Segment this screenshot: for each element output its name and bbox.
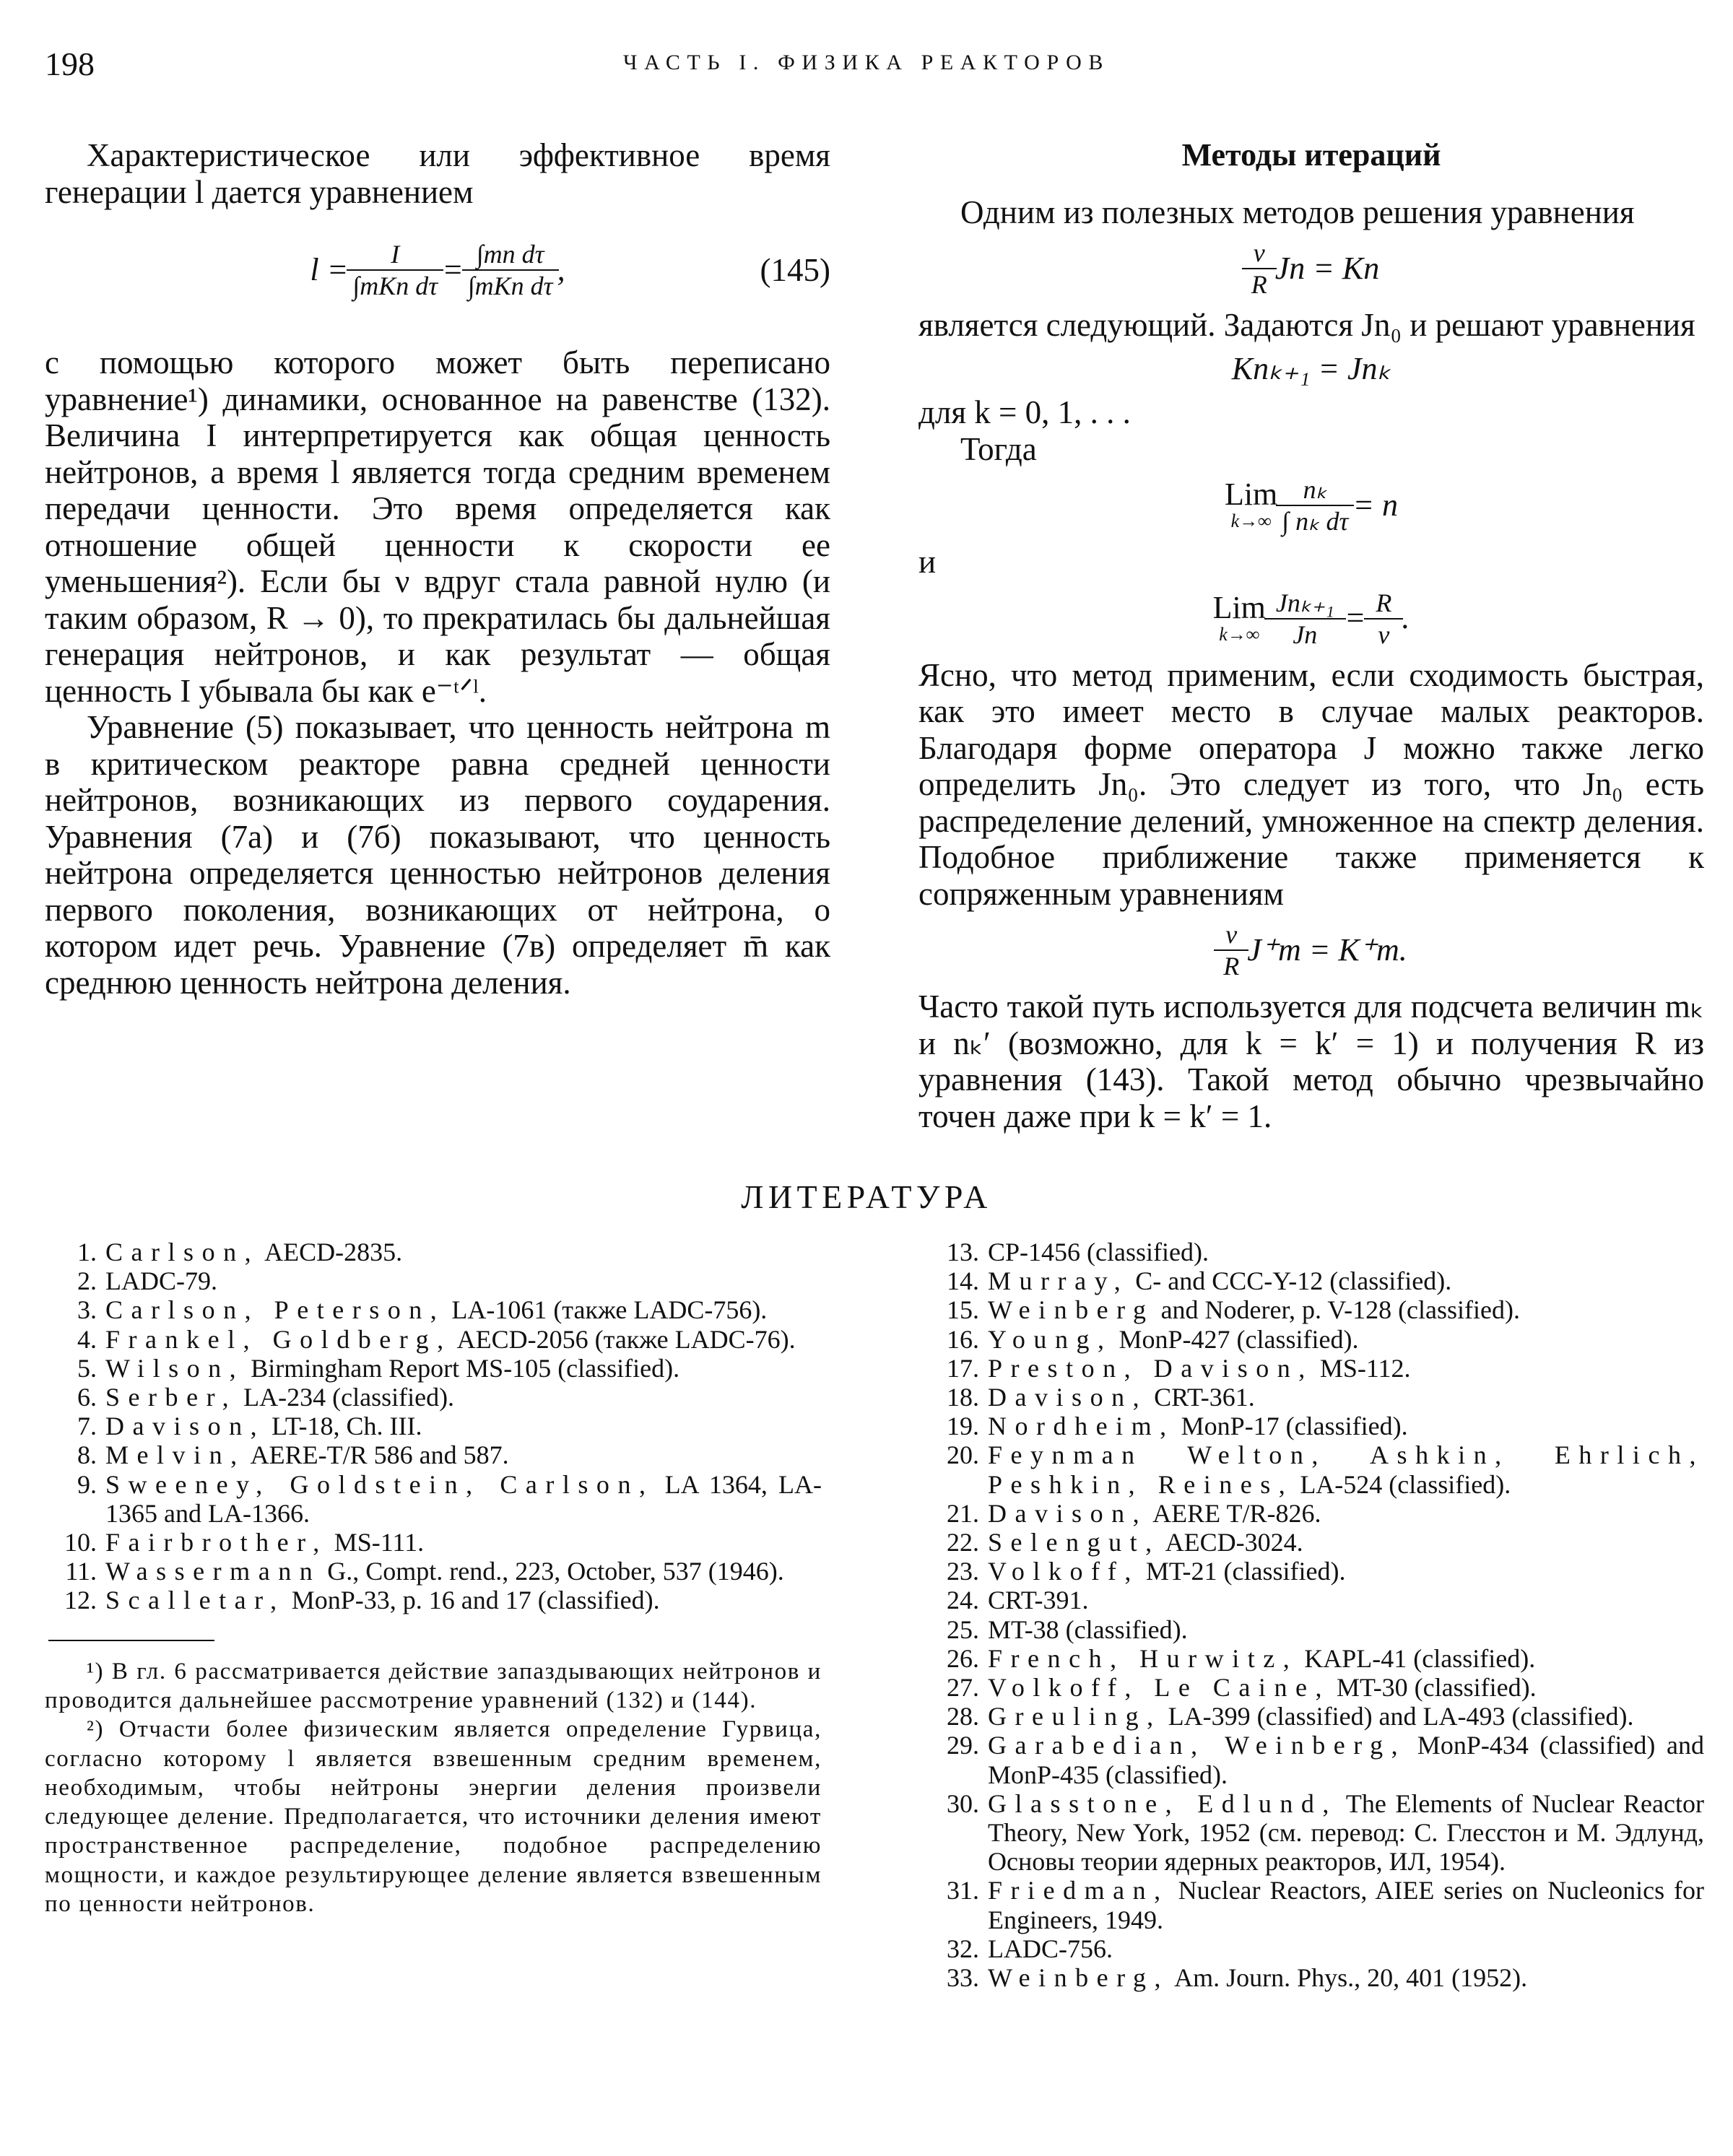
reference-author: Frankel, Goldberg, xyxy=(105,1324,452,1354)
reference-text xyxy=(988,1412,1704,1440)
reference-text xyxy=(105,1412,822,1440)
reference-item xyxy=(917,1266,1704,1295)
reference-text xyxy=(105,1383,822,1412)
reference-number: 28. xyxy=(947,1702,979,1731)
denominator: ∫ nₖ dτ xyxy=(1282,507,1349,536)
numerator: ν xyxy=(1214,919,1248,951)
reference-text xyxy=(105,1470,822,1528)
numerator: R xyxy=(1364,588,1403,620)
reference-number: 19. xyxy=(947,1412,979,1441)
paragraph-text: Часто такой путь используется для подсчета величин mₖ и nₖ′ (возможно, для k = k′ = 1) и получения R из уравнения (143). Такой метод обычно чрезвычайно точен даже при k = k′ = 1. xyxy=(918,988,1704,1134)
lim-label: Lim xyxy=(1212,589,1266,625)
reference-author: Nordheim, xyxy=(988,1412,1175,1441)
lim-sub: k→∞ xyxy=(1230,510,1272,531)
reference-item xyxy=(917,1295,1704,1324)
limit xyxy=(1212,589,1266,646)
reference-author: Friedman, xyxy=(988,1876,1169,1905)
reference-text xyxy=(988,1440,1704,1498)
reference-number: 15. xyxy=(947,1295,979,1325)
reference-author: Volkoff, xyxy=(988,1557,1139,1586)
reference-number: 21. xyxy=(947,1498,979,1528)
comma: , xyxy=(557,251,565,287)
reference-author: Weinberg xyxy=(988,1295,1155,1325)
reference-number: 10. xyxy=(64,1528,97,1557)
fraction xyxy=(1220,919,1243,981)
reference-number: 25. xyxy=(947,1614,979,1644)
reference-item xyxy=(35,1295,822,1324)
reference-item xyxy=(917,1673,1704,1702)
reference-source: AECD-2835. xyxy=(259,1238,403,1266)
reference-text xyxy=(988,1266,1704,1295)
equation-limit-1 xyxy=(918,474,1704,536)
reference-source: KAPL-41 (classified). xyxy=(1298,1643,1536,1673)
reference-source: MonP-17 (classified). xyxy=(1174,1412,1408,1441)
reference-number: 20. xyxy=(947,1440,979,1470)
page-number: 198 xyxy=(45,45,95,82)
reference-author: Sweeney, Goldstein, Carlson, xyxy=(105,1469,654,1499)
equals: = xyxy=(442,251,464,287)
reference-item xyxy=(917,1528,1704,1557)
reference-author: Garabedian, Weinberg, xyxy=(988,1731,1407,1760)
reference-number: 3. xyxy=(77,1295,97,1325)
reference-author: Wassermann xyxy=(105,1557,321,1586)
paragraph-text: Ясно, что метод применим, если сходимость быстрая, как это имеет место в случае малых реакторов. Благодаря форме оператора J можно также легко определить Jn₀. Это следует из того, что Jn₀ есть распределение делений, умноженное на спектр деления. Подобное приближение также применяется к сопряженным уравнениям xyxy=(918,656,1704,912)
reference-source: LA-399 (classified) and LA-493 (classified). xyxy=(1161,1702,1634,1731)
paragraph-text: Одним из полезных методов решения уравнения xyxy=(960,194,1635,230)
reference-number: 32. xyxy=(947,1934,979,1963)
denominator: R xyxy=(1251,270,1267,299)
reference-author: Murray, xyxy=(988,1266,1129,1296)
reference-text xyxy=(105,1325,822,1354)
reference-text xyxy=(988,1557,1704,1586)
reference-number: 4. xyxy=(77,1324,97,1354)
left-column xyxy=(45,137,830,1134)
paragraph-text: с помощью которого может быть переписано уравнение¹) динамики, основанное на равенстве (132). Величина I интерпретируется как общая ценность нейтронов, а время l является тогда средним временем передачи ценности. Это время определяется как отношение общей ценности к скорости ее уменьшения²). Если бы ν вдруг стала равной нулю (и таким образом, R → 0), то прекратилась бы дальнейшая генерация нейтронов, и как результат — общая ценность I убывала бы как e⁻ᵗᐟˡ. xyxy=(45,344,830,709)
references xyxy=(0,1238,1733,1992)
reference-number: 11. xyxy=(65,1557,97,1586)
reference-author: Feynman Welton, Ashkin, Ehrlich, Peshkin, Reines, xyxy=(988,1440,1704,1499)
paragraph-text: Уравнение (5) показывает, что ценность нейтрона m в критическом реакторе равна средней ценности нейтронов, возникающих из первого соударения. Уравнения (7а) и (7б) показывают, что ценность нейтрона определяется ценностью нейтронов деления первого поколения, возникающих от нейтрона, о котором идет речь. Уравнение (7в) определяет m̄ как среднюю ценность нейтрона деления. xyxy=(45,709,830,1001)
reference-author: French, Hurwitz, xyxy=(988,1643,1298,1673)
reference-text xyxy=(105,1295,822,1324)
reference-number: 12. xyxy=(64,1586,97,1615)
reference-item xyxy=(917,1354,1704,1383)
footnotes xyxy=(45,1657,822,1919)
equation-number: (145) xyxy=(760,251,830,288)
reference-number: 16. xyxy=(947,1324,979,1354)
reference-number: 2. xyxy=(77,1266,97,1296)
reference-source: C- and CCC-Y-12 (classified). xyxy=(1129,1266,1452,1296)
reference-number: 8. xyxy=(77,1440,97,1470)
reference-author: Glasstone, Edlund, xyxy=(988,1788,1337,1818)
fraction xyxy=(352,239,438,301)
footnote-2: ²) Отчасти более физическим является определение Гурвица, согласно которому l является взвешенным средним временем, необходимым, чтобы нейтроны энергии деления произвели следующее деление. Предполагается, что источники деления имеют пространственное распределение, подобное распределению мощности, и каждое результирующее деление является взвешенным по ценности нейтронов. xyxy=(45,1716,822,1918)
reference-number: 5. xyxy=(77,1353,97,1383)
reference-text xyxy=(988,1702,1704,1731)
reference-text xyxy=(988,1963,1704,1992)
reference-number: 26. xyxy=(947,1643,979,1673)
reference-text xyxy=(988,1731,1704,1788)
paragraph-text: Тогда xyxy=(960,430,1037,467)
reference-number: 22. xyxy=(947,1528,979,1557)
reference-number: 13. xyxy=(947,1238,979,1266)
denominator: ∫mKn dτ xyxy=(467,271,553,300)
reference-text xyxy=(988,1673,1704,1702)
page-header xyxy=(0,0,1733,108)
equation-limit-2 xyxy=(918,588,1704,650)
limit xyxy=(1225,479,1277,532)
reference-source: MT-21 (classified). xyxy=(1139,1557,1346,1586)
reference-text xyxy=(105,1440,822,1469)
reference-item xyxy=(917,1644,1704,1673)
reference-number: 1. xyxy=(77,1238,97,1266)
reference-number: 7. xyxy=(77,1412,97,1441)
reference-author: Fairbrother, xyxy=(105,1528,328,1557)
footnote-1: ¹) В гл. 6 рассматривается действие запаздывающих нейтронов и проводится дальнейшее рассмотрение уравнений (132) и (144). xyxy=(45,1658,822,1713)
reference-author: Greuling, xyxy=(988,1702,1162,1731)
reference-source: MonP-33, p. 16 and 17 (classified). xyxy=(285,1586,660,1615)
reference-author: Preston, Davison, xyxy=(988,1353,1313,1383)
reference-item xyxy=(917,1702,1704,1731)
reference-source: MT-38 (classified). xyxy=(988,1614,1188,1644)
reference-source: LA-524 (classified). xyxy=(1293,1469,1511,1499)
reference-text xyxy=(988,1325,1704,1354)
reference-text xyxy=(105,1586,822,1614)
fraction xyxy=(1270,588,1340,650)
reference-source: Am. Journ. Phys., 20, 401 (1952). xyxy=(1169,1963,1528,1993)
eq-rest: Jn = Kn xyxy=(1274,250,1380,286)
fraction xyxy=(1282,474,1348,536)
eq-lhs: l = xyxy=(310,251,349,287)
reference-source: and Noderer, p. V-128 (classified). xyxy=(1154,1295,1520,1325)
reference-source: LA-1061 (также LADC-756). xyxy=(445,1295,768,1325)
equation-adjoint xyxy=(918,919,1704,981)
numerator: ν xyxy=(1242,238,1277,269)
reference-item xyxy=(917,1789,1704,1877)
reference-source: G., Compt. rend., 223, October, 537 (1946). xyxy=(321,1557,784,1586)
reference-author: Serber, xyxy=(105,1383,238,1412)
reference-source: MonP-434 (classified) and MonP-435 (classified). xyxy=(988,1731,1704,1789)
reference-source: LA-234 (classified). xyxy=(237,1383,455,1412)
reference-author: Carlson, xyxy=(105,1238,260,1266)
reference-number: 9. xyxy=(77,1469,97,1499)
reference-number: 27. xyxy=(947,1673,979,1703)
reference-text xyxy=(105,1266,822,1295)
denominator: ν xyxy=(1378,620,1390,649)
reference-text xyxy=(988,1528,1704,1557)
paragraph-text: Характеристическое или эффективное время генерации l дается уравнением xyxy=(45,137,830,210)
reference-item xyxy=(35,1586,822,1614)
reference-text xyxy=(988,1876,1704,1934)
reference-text xyxy=(105,1528,822,1557)
reference-item xyxy=(35,1383,822,1412)
reference-item xyxy=(35,1238,822,1266)
denominator: Jn xyxy=(1293,620,1318,649)
reference-author: Carlson, Peterson, xyxy=(105,1295,446,1325)
reference-item xyxy=(917,1963,1704,1992)
reference-author: Melvin, xyxy=(105,1440,246,1470)
reference-author: Scalletar, xyxy=(105,1586,285,1615)
reference-text xyxy=(988,1789,1704,1877)
paragraph-text: для k = 0, 1, . . . xyxy=(918,394,1131,430)
reference-author: Weinberg, xyxy=(988,1963,1170,1993)
reference-item xyxy=(917,1586,1704,1614)
reference-item xyxy=(917,1876,1704,1934)
reference-author: Wilson, xyxy=(105,1353,245,1383)
denominator: ∫mKn dτ xyxy=(352,271,438,300)
references-left xyxy=(35,1238,822,1615)
reference-source: CRT-391. xyxy=(988,1586,1089,1615)
equation-iteration: Knₖ₊₁ = Jnₖ xyxy=(1231,350,1391,386)
reference-item xyxy=(35,1470,822,1528)
reference-text xyxy=(988,1383,1704,1412)
reference-number: 18. xyxy=(947,1383,979,1412)
reference-item xyxy=(35,1325,822,1354)
reference-author: Young, xyxy=(988,1324,1113,1354)
denominator: R xyxy=(1223,952,1240,981)
eq-rest: J⁺m = K⁺m. xyxy=(1247,931,1407,968)
footnote-divider xyxy=(48,1640,214,1641)
reference-source: AERE T/R-826. xyxy=(1147,1498,1321,1528)
reference-item xyxy=(917,1499,1704,1528)
reference-source: CP-1456 (classified). xyxy=(988,1238,1209,1266)
reference-number: 6. xyxy=(77,1383,97,1412)
lim-sub: k→∞ xyxy=(1219,623,1260,645)
reference-source: AECD-2056 (также LADC-76). xyxy=(451,1324,796,1354)
references-left-column xyxy=(35,1238,822,1992)
reference-item xyxy=(917,1383,1704,1412)
numerator: Jnₖ₊₁ xyxy=(1264,588,1346,620)
reference-text xyxy=(988,1295,1704,1324)
reference-source: Nuclear Reactors, AIEE series on Nucleonics for Engineers, 1949. xyxy=(988,1876,1704,1934)
numerator: I xyxy=(347,239,443,271)
reference-item xyxy=(35,1528,822,1557)
reference-item xyxy=(35,1440,822,1469)
reference-text xyxy=(988,1644,1704,1673)
reference-source: The Elements of Nuclear Reactor Theory, New York, 1952 (см. перевод: С. Глесстон и М. Эдлунд, Основы теории ядерных реакторов, ИЛ, 1954). xyxy=(988,1788,1704,1877)
reference-item xyxy=(917,1934,1704,1963)
fraction xyxy=(468,239,553,301)
lim-label: Lim xyxy=(1224,477,1278,512)
numerator: ∫mn dτ xyxy=(462,239,559,271)
reference-author: Volkoff, Le Caine, xyxy=(988,1673,1330,1703)
reference-item xyxy=(35,1557,822,1586)
reference-text xyxy=(988,1934,1704,1963)
reference-item xyxy=(35,1266,822,1295)
reference-source: MonP-427 (classified). xyxy=(1112,1324,1359,1354)
reference-item xyxy=(917,1325,1704,1354)
reference-text xyxy=(988,1238,1704,1266)
reference-author: Davison, xyxy=(105,1412,266,1441)
reference-item xyxy=(917,1731,1704,1788)
reference-text xyxy=(988,1499,1704,1528)
fraction xyxy=(1370,588,1397,650)
paragraph-text: и xyxy=(918,544,937,580)
fraction xyxy=(1248,238,1271,300)
reference-source: MS-111. xyxy=(327,1528,425,1557)
reference-source: LT-18, Ch. III. xyxy=(265,1412,422,1441)
reference-author: Davison, xyxy=(988,1383,1148,1412)
reference-text xyxy=(105,1238,822,1266)
reference-source: CRT-361. xyxy=(1147,1383,1255,1412)
reference-item xyxy=(917,1440,1704,1498)
reference-number: 24. xyxy=(947,1586,979,1615)
reference-item xyxy=(35,1412,822,1440)
reference-number: 17. xyxy=(947,1353,979,1383)
literature-heading: ЛИТЕРАТУРА xyxy=(741,1178,992,1215)
reference-number: 31. xyxy=(947,1876,979,1905)
equation-145 xyxy=(45,239,830,301)
reference-number: 30. xyxy=(947,1788,979,1818)
reference-text xyxy=(988,1615,1704,1644)
reference-text xyxy=(105,1354,822,1383)
reference-item xyxy=(917,1238,1704,1266)
reference-item xyxy=(917,1412,1704,1440)
reference-source: MS-112. xyxy=(1313,1353,1411,1383)
reference-item xyxy=(917,1615,1704,1644)
reference-item xyxy=(35,1354,822,1383)
reference-text xyxy=(988,1586,1704,1614)
numerator: nₖ xyxy=(1276,474,1354,506)
period: . xyxy=(1402,600,1410,636)
reference-author: Davison, xyxy=(988,1498,1148,1528)
reference-source: LADC-79. xyxy=(105,1266,217,1296)
reference-item xyxy=(917,1557,1704,1586)
paragraph-text: является следующий. Задаются Jn₀ и решают уравнения xyxy=(918,307,1695,343)
reference-number: 33. xyxy=(947,1963,979,1993)
reference-author: Selengut, xyxy=(988,1528,1160,1557)
reference-source: LADC-756. xyxy=(988,1934,1113,1963)
text-columns xyxy=(0,137,1733,1134)
references-right xyxy=(917,1238,1704,1992)
reference-number: 23. xyxy=(947,1557,979,1586)
reference-source: AECD-3024. xyxy=(1160,1528,1303,1557)
reference-text xyxy=(105,1557,822,1586)
reference-source: Birmingham Report MS-105 (classified). xyxy=(244,1353,680,1383)
reference-number: 29. xyxy=(947,1731,979,1760)
reference-text xyxy=(988,1354,1704,1383)
reference-source: AERE-T/R 586 and 587. xyxy=(245,1440,509,1470)
running-title: ЧАСТЬ I. ФИЗИКА РЕАКТОРОВ xyxy=(623,51,1110,74)
reference-source: MT-30 (classified). xyxy=(1330,1673,1537,1703)
right-column xyxy=(918,137,1704,1134)
reference-number: 14. xyxy=(947,1266,979,1296)
equals: = xyxy=(1344,600,1366,636)
eq-rest: = n xyxy=(1352,487,1399,523)
equation-jn-kn xyxy=(918,238,1704,300)
reference-source: LA 1364, LA-1365 and LA-1366. xyxy=(105,1469,822,1528)
section-heading: Методы итераций xyxy=(1181,137,1441,173)
